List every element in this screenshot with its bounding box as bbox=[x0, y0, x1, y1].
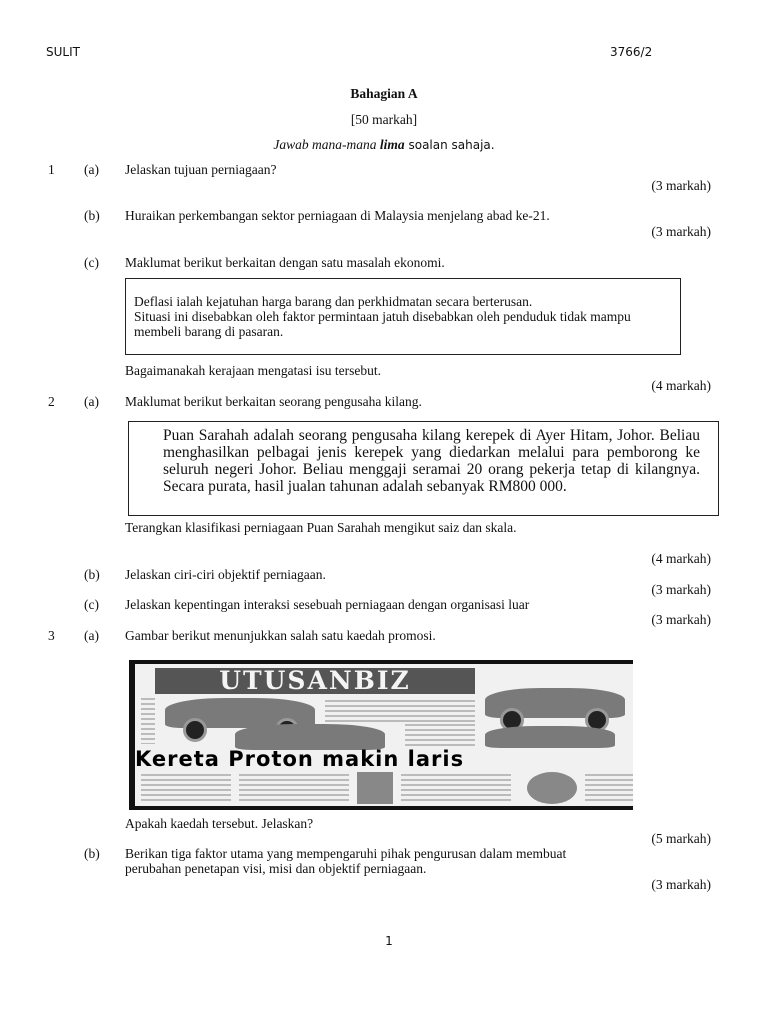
q3b-text-line-2: perubahan penetapan visi, misi dan objektif perniagaan. bbox=[125, 861, 427, 876]
newspaper-masthead: UTUSANBIZ bbox=[155, 668, 475, 694]
q3a-question: Apakah kaedah tersebut. Jelaskan? bbox=[125, 816, 314, 831]
text-column-graphic bbox=[141, 698, 155, 744]
section-title: Bahagian A bbox=[350, 86, 418, 101]
q3b-text-line-1: Berikan tiga faktor utama yang mempengaruhi pihak pengurusan dalam membuat bbox=[125, 846, 567, 861]
q2b-label: (b) bbox=[84, 567, 100, 582]
q3b-marks: (3 markah) bbox=[651, 877, 711, 892]
q1c-marks: (4 markah) bbox=[651, 378, 711, 393]
q2c-text: Jelaskan kepentingan interaksi sesebuah perniagaan dengan organisasi luar bbox=[125, 597, 530, 612]
q3a-text: Gambar berikut menunjukkan salah satu kaedah promosi. bbox=[125, 628, 436, 643]
q1c-text: Maklumat berikut berkaitan dengan satu masalah ekonomi. bbox=[125, 255, 445, 270]
text-column-graphic bbox=[401, 774, 511, 804]
q2b-text: Jelaskan ciri-ciri objektif perniagaan. bbox=[125, 567, 326, 582]
q2c-label: (c) bbox=[84, 597, 99, 612]
q1b-text: Huraikan perkembangan sektor perniagaan di Malaysia menjelang abad ke-21. bbox=[125, 208, 550, 223]
q3a-marks: (5 markah) bbox=[651, 831, 711, 846]
deflation-info-box bbox=[125, 278, 681, 355]
header-paper-code: 3766/2 bbox=[610, 45, 653, 59]
q1a-text: Jelaskan tujuan perniagaan? bbox=[125, 162, 277, 177]
q2a-text: Maklumat berikut berkaitan seorang pengusaha kilang. bbox=[125, 394, 422, 409]
box-line: Deflasi ialah kejatuhan harga barang dan perkhidmatan secara berterusan. bbox=[134, 294, 533, 309]
instruction-rest: soalan sahaja. bbox=[404, 138, 495, 152]
q1b-marks: (3 markah) bbox=[651, 224, 711, 239]
question-1-number: 1 bbox=[48, 162, 55, 177]
newspaper-headline: Kereta Proton makin laris bbox=[135, 747, 465, 771]
instruction-bold: lima bbox=[379, 137, 405, 152]
section-marks: [50 markah] bbox=[350, 112, 418, 127]
q3a-label: (a) bbox=[84, 628, 99, 643]
q2a-question: Terangkan klasifikasi perniagaan Puan Sarahah mengikut saiz dan skala. bbox=[125, 520, 517, 535]
text-column-graphic bbox=[405, 724, 475, 746]
box-line: membeli barang di pasaran. bbox=[134, 324, 284, 339]
portrait-photo-graphic bbox=[357, 772, 393, 804]
page-number: 1 bbox=[385, 934, 393, 948]
round-photo-graphic bbox=[527, 772, 577, 804]
entrepreneur-paragraph: Puan Sarahah adalah seorang pengusaha kilang kerepek di Ayer Hitam, Johor. Beliau menghasilkan pelbagai jenis kerepek yang diedarkan melalui para pemborong ke seluruh negeri Johor. Beliau menggaji seramai 20 orang pekerja tetap di kilangnya. Secara purata, hasil jualan tahunan adalah sebanyak RM800 000. bbox=[163, 427, 700, 495]
q3b-label: (b) bbox=[84, 846, 100, 861]
question-2-number: 2 bbox=[48, 394, 55, 409]
q1c-question: Bagaimanakah kerajaan mengatasi isu tersebut. bbox=[125, 363, 382, 378]
instruction-italic: Jawab mana-mana bbox=[273, 137, 380, 152]
text-column-graphic bbox=[239, 774, 349, 804]
question-3-number: 3 bbox=[48, 628, 55, 643]
q2a-marks: (4 markah) bbox=[651, 551, 711, 566]
newspaper-clipping-image bbox=[129, 660, 633, 810]
box-line: Situasi ini disebabkan oleh faktor permintaan jatuh disebabkan oleh penduduk tidak mampu bbox=[134, 309, 631, 324]
q2b-marks: (3 markah) bbox=[651, 582, 711, 597]
q1c-label: (c) bbox=[84, 255, 99, 270]
text-column-graphic bbox=[585, 774, 633, 804]
q1a-label: (a) bbox=[84, 162, 99, 177]
text-column-graphic bbox=[141, 774, 231, 804]
q2a-label: (a) bbox=[84, 394, 99, 409]
header-sulit: SULIT bbox=[46, 45, 80, 59]
q2c-marks: (3 markah) bbox=[651, 612, 711, 627]
car-graphic bbox=[485, 726, 615, 748]
q1a-marks: (3 markah) bbox=[651, 178, 711, 193]
text-column-graphic bbox=[325, 700, 475, 722]
entrepreneur-info-box bbox=[128, 421, 719, 516]
q1b-label: (b) bbox=[84, 208, 100, 223]
wheel-graphic bbox=[183, 718, 207, 742]
section-instruction bbox=[0, 137, 768, 153]
